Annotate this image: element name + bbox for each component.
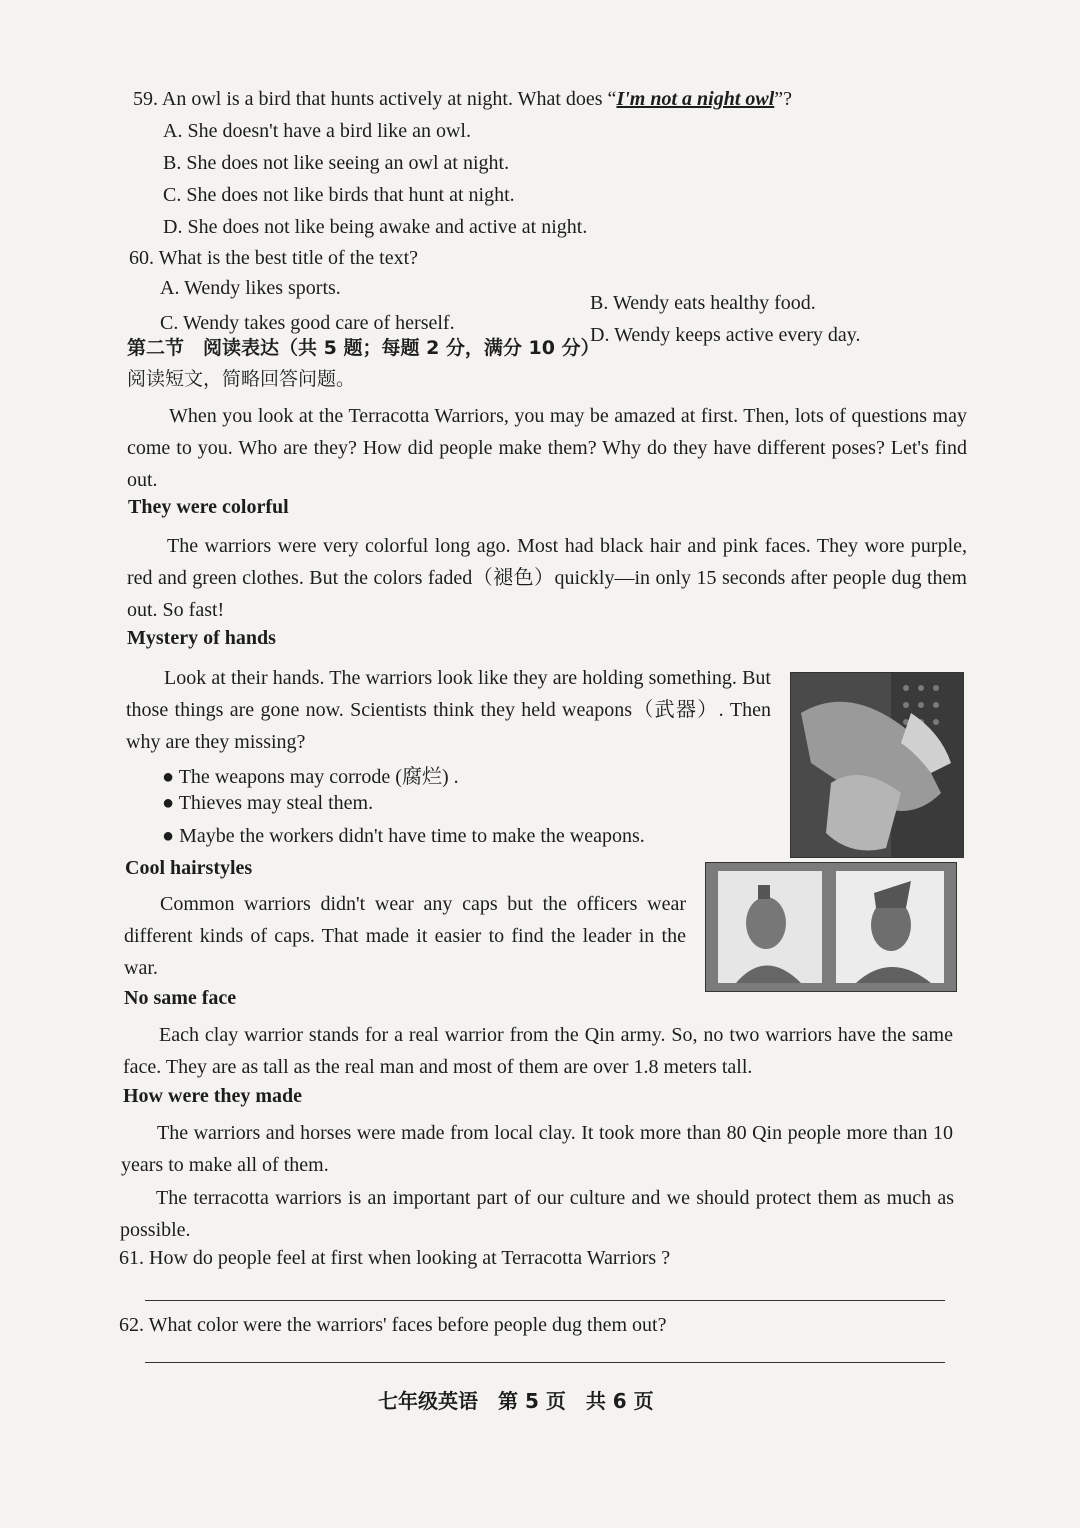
- answer-line-61[interactable]: [145, 1300, 945, 1301]
- bullet-text: Maybe the workers didn't have time to make the weapons.: [179, 825, 645, 847]
- q60-stem: 60. What is the best title of the text?: [129, 247, 419, 269]
- bullet-text: Thieves may steal them.: [178, 792, 374, 814]
- q59-stem-text: 59. An owl is a bird that hunts actively at night. What does “: [133, 88, 617, 110]
- bullet-item: ● Thieves may steal them.: [162, 792, 374, 814]
- warrior-hand-image: [791, 673, 963, 857]
- q59-option-c: C. She does not like birds that hunt at night.: [163, 184, 515, 206]
- heading-hands: Mystery of hands: [127, 627, 276, 649]
- paragraph-hairstyles: Common warriors didn't wear any caps but the officers wear different kinds of caps. That made it easier to find the leader in the war.: [124, 893, 686, 979]
- paragraph-how-made: The warriors and horses were made from local clay. It took more than 80 Qin people more than 10 years to make all of them.: [121, 1122, 953, 1176]
- heading-colorful: They were colorful: [128, 496, 289, 518]
- q60-option-d: D. Wendy keeps active every day.: [590, 324, 861, 346]
- section-instruction: 阅读短文，简略回答问题。: [127, 368, 356, 390]
- paragraph-no-same-face: Each clay warrior stands for a real warrior from the Qin army. So, no two warriors have the same face. They are as tall as the real man and most of them are over 1.8 meters tall.: [123, 1024, 953, 1078]
- paragraph-hands: Look at their hands. The warriors look like they are holding something. But those things are gone now. Scientists think they held weapons（武器）. Then why are they missing?: [126, 667, 771, 753]
- section-title: 第二节 阅读表达（共 5 题；每题 2 分，满分 10 分）: [127, 337, 600, 359]
- question-62: 62. What color were the warriors' faces before people dug them out?: [119, 1314, 667, 1336]
- heading-how-made: How were they made: [123, 1085, 303, 1107]
- q59-stem: [133, 86, 792, 112]
- heading-hairstyles: Cool hairstyles: [125, 857, 253, 879]
- passage-intro: When you look at the Terracotta Warriors, you may be amazed at first. Then, lots of questions may come to you. Who are they? How did people make them? Why do they have different poses? Let's find out.: [127, 405, 967, 491]
- warrior-heads-photo: [705, 862, 957, 992]
- q60-option-c: C. Wendy takes good care of herself.: [160, 312, 455, 334]
- heading-no-same-face: No same face: [124, 987, 237, 1009]
- q59-option-a: A. She doesn't have a bird like an owl.: [163, 120, 471, 142]
- q59-option-b: B. She does not like seeing an owl at night.: [163, 152, 510, 174]
- q60-option-b: B. Wendy eats healthy food.: [590, 292, 816, 314]
- page-footer: 七年级英语 第 5 页 共 6 页: [378, 1389, 654, 1413]
- paragraph-colorful: The warriors were very colorful long ago. Most had black hair and pink faces. They wore purple, red and green clothes. But the colors faded（褪色）quickly—in only 15 seconds after people dug them out. So fast!: [127, 535, 967, 621]
- warrior-hand-photo: [790, 672, 964, 858]
- answer-line-62[interactable]: [145, 1362, 945, 1363]
- bullet-item: ● The weapons may corrode (腐烂) .: [162, 766, 459, 788]
- question-61: 61. How do people feel at first when looking at Terracotta Warriors ?: [119, 1247, 671, 1269]
- q60-option-a: A. Wendy likes sports.: [160, 277, 341, 299]
- q59-quote: I'm not a night owl: [616, 88, 775, 110]
- bullet-text: The weapons may corrode (腐烂) .: [178, 766, 459, 788]
- q59-option-d: D. She does not like being awake and active at night.: [163, 216, 588, 238]
- paragraph-conclusion: The terracotta warriors is an important part of our culture and we should protect them as much as possible.: [120, 1187, 954, 1241]
- q59-stem-end: ”?: [774, 88, 793, 110]
- warrior-heads-image: [706, 863, 956, 991]
- bullet-item: ● Maybe the workers didn't have time to make the weapons.: [162, 825, 645, 847]
